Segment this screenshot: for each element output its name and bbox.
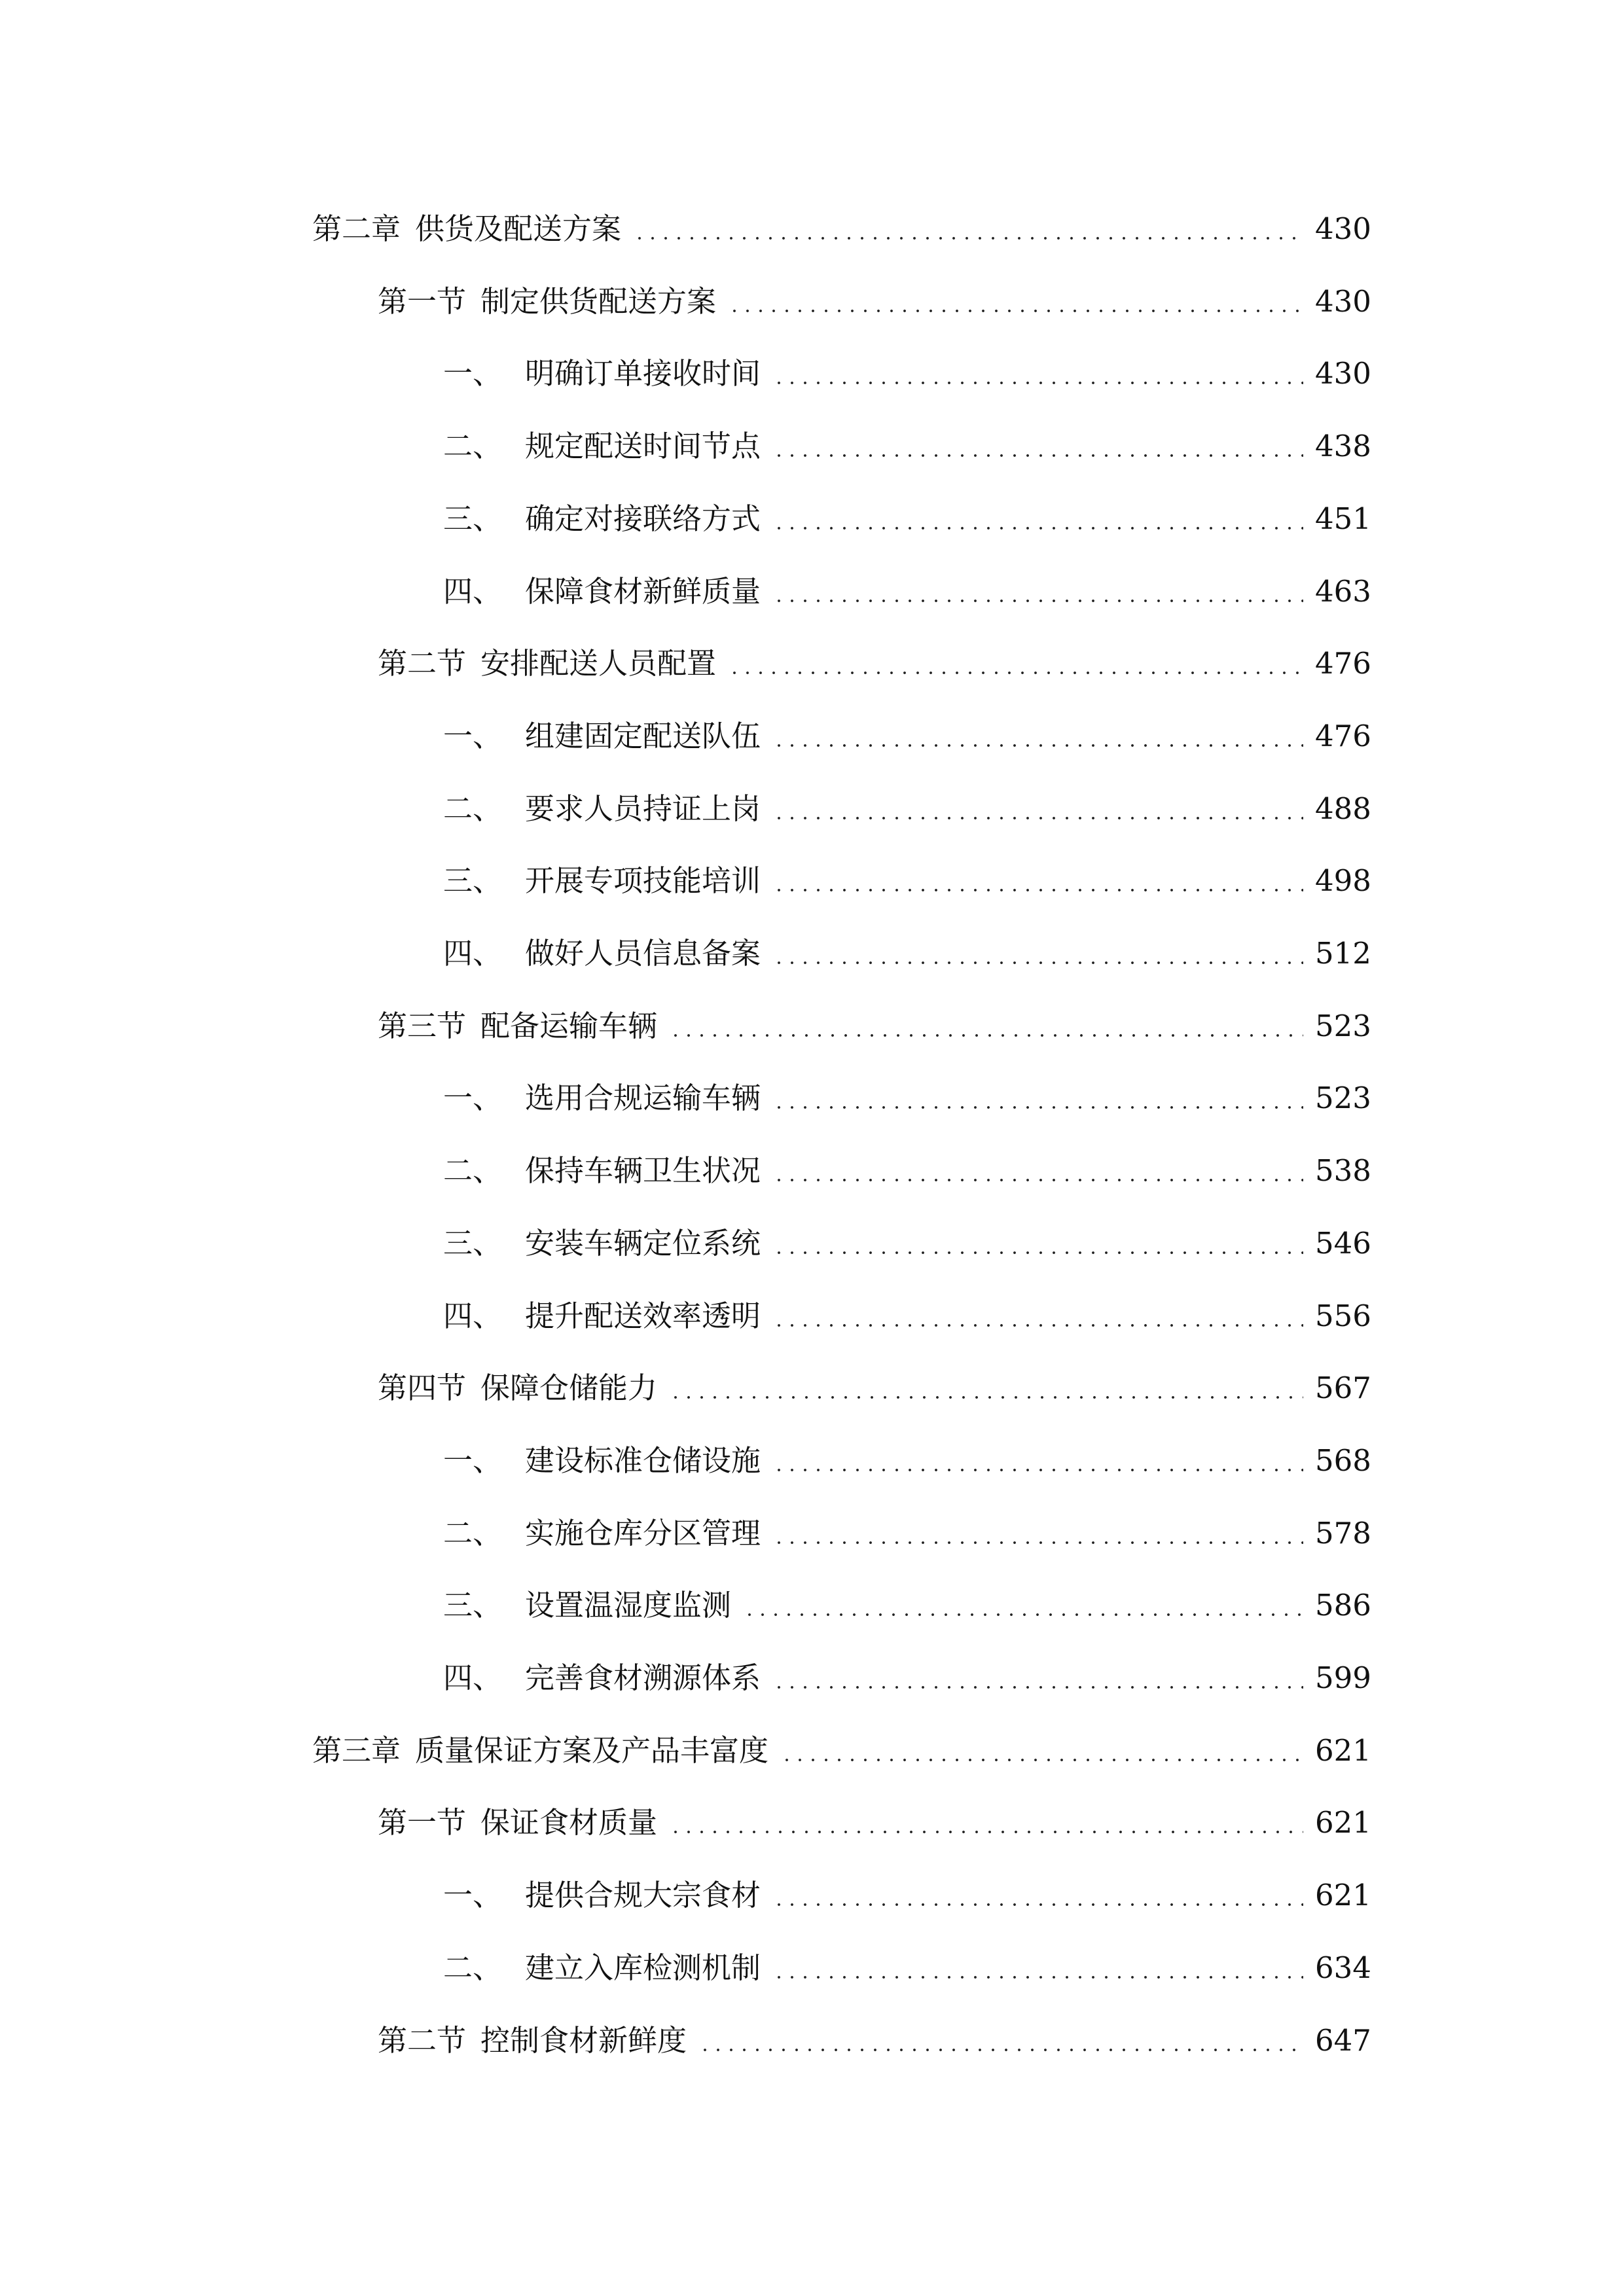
toc-page-number: 599 <box>1315 1660 1371 1695</box>
toc-entry-title: 质量保证方案及产品丰富度 <box>415 1733 769 1768</box>
dot-leader <box>772 1324 1303 1327</box>
toc-entry-number: 二、 <box>443 1516 503 1551</box>
toc-entry-label <box>378 1359 657 1418</box>
toc-entry[interactable] <box>443 1649 1371 1708</box>
toc-entry-number: 第二章 <box>312 211 401 246</box>
toc-entry-number: 二、 <box>443 1153 503 1188</box>
toc-entry-label <box>443 1939 761 1998</box>
toc-entry-title: 控制食材新鲜度 <box>480 2023 687 2058</box>
toc-entry-title: 安装车辆定位系统 <box>525 1226 761 1261</box>
dot-leader <box>633 237 1303 240</box>
toc-page-number: 556 <box>1315 1299 1371 1333</box>
toc-entry-label <box>443 1431 761 1490</box>
toc-entry[interactable] <box>443 1504 1371 1563</box>
toc-entry[interactable] <box>443 490 1371 548</box>
toc-entry-number: 第三节 <box>378 1009 467 1043</box>
toc-entry-number: 第三章 <box>312 1733 401 1768</box>
toc-entry-number: 四、 <box>443 1299 503 1333</box>
toc-entry-number: 二、 <box>443 429 503 463</box>
toc-entry[interactable] <box>378 997 1371 1056</box>
toc-entry-label <box>378 997 657 1056</box>
toc-entry-title: 规定配送时间节点 <box>525 429 761 463</box>
toc-entry-title: 建设标准仓储设施 <box>525 1443 761 1478</box>
dot-leader <box>772 1686 1303 1689</box>
toc-page-number: 621 <box>1315 1878 1371 1912</box>
toc-entry-label <box>443 1141 761 1200</box>
toc-page-number: 488 <box>1315 791 1371 826</box>
dot-leader <box>772 961 1303 964</box>
toc-entry-number: 一、 <box>443 719 503 753</box>
toc-entry-number: 三、 <box>443 501 503 536</box>
toc-page-number: 430 <box>1315 211 1371 246</box>
dot-leader <box>780 1759 1303 1761</box>
toc-entry-title: 要求人员持证上岗 <box>525 791 761 826</box>
toc-page-number: 578 <box>1315 1516 1371 1551</box>
dot-leader <box>728 310 1303 312</box>
toc-entry[interactable] <box>443 1141 1371 1200</box>
toc-entry-label <box>443 707 761 766</box>
toc-page-number: 567 <box>1315 1371 1371 1405</box>
toc-page-number: 476 <box>1315 646 1371 681</box>
toc-entry-label <box>378 634 716 693</box>
dot-leader <box>772 817 1303 819</box>
toc-entry-title: 选用合规运输车辆 <box>525 1081 761 1115</box>
toc-entry-label <box>443 1287 761 1346</box>
toc-entry-label <box>443 417 761 476</box>
toc-entry-label <box>443 1504 761 1563</box>
dot-leader <box>669 1396 1303 1399</box>
toc-entry-number: 一、 <box>443 1878 503 1912</box>
toc-entry-label <box>443 1069 761 1128</box>
dot-leader <box>772 1976 1303 1979</box>
toc-entry-title: 实施仓库分区管理 <box>525 1516 761 1551</box>
dot-leader <box>772 1251 1303 1254</box>
toc-entry-title: 提供合规大宗食材 <box>525 1878 761 1912</box>
toc-page-number: 451 <box>1315 501 1371 536</box>
toc-entry-number: 四、 <box>443 574 503 609</box>
toc-entry-title: 保证食材质量 <box>480 1805 658 1840</box>
toc-entry-number: 二、 <box>443 1950 503 1985</box>
toc-entry-label <box>443 490 761 548</box>
toc-entry[interactable] <box>443 780 1371 838</box>
toc-entry-title: 建立入库检测机制 <box>525 1950 761 1985</box>
toc-entry[interactable] <box>443 852 1371 910</box>
toc-entry[interactable] <box>443 924 1371 983</box>
toc-entry-number: 一、 <box>443 1443 503 1478</box>
toc-entry-number: 四、 <box>443 1660 503 1695</box>
toc-entry[interactable] <box>378 1359 1371 1418</box>
dot-leader <box>772 1903 1303 1906</box>
toc-entry[interactable] <box>443 1939 1371 1998</box>
toc-entry-number: 一、 <box>443 356 503 391</box>
dot-leader <box>728 672 1303 674</box>
dot-leader <box>772 1541 1303 1544</box>
toc-entry-number: 三、 <box>443 863 503 898</box>
dot-leader <box>772 454 1303 457</box>
toc-entry-number: 第二节 <box>378 2023 467 2058</box>
toc-entry-label <box>443 1649 761 1708</box>
toc-entry-label <box>378 1793 657 1852</box>
toc-entry-label <box>443 562 761 621</box>
toc-entry-title: 保障食材新鲜质量 <box>525 574 761 609</box>
toc-entry[interactable] <box>378 1793 1371 1852</box>
toc-entry-number: 第一节 <box>378 1805 467 1840</box>
toc-entry[interactable] <box>443 1431 1371 1490</box>
toc-page-number: 523 <box>1315 1081 1371 1115</box>
toc-entry-title: 制定供货配送方案 <box>480 284 717 319</box>
toc-entry-number: 第四节 <box>378 1371 467 1405</box>
toc-entry-label <box>443 1576 731 1635</box>
toc-entry-title: 确定对接联络方式 <box>525 501 761 536</box>
toc-entry[interactable] <box>443 1214 1371 1273</box>
toc-page-number: 621 <box>1315 1805 1371 1840</box>
toc-entry[interactable] <box>378 272 1371 331</box>
toc-entry[interactable] <box>443 707 1371 766</box>
dot-leader <box>698 2049 1303 2051</box>
toc-entry-title: 完善食材溯源体系 <box>525 1660 761 1695</box>
toc-entry[interactable] <box>443 1287 1371 1346</box>
toc-entry[interactable] <box>312 1721 1371 1780</box>
dot-leader <box>772 744 1303 747</box>
toc-entry-title: 开展专项技能培训 <box>525 863 761 898</box>
toc-entry-title: 组建固定配送队伍 <box>525 719 761 753</box>
toc-entry-title: 保持车辆卫生状况 <box>525 1153 761 1188</box>
toc-entry[interactable] <box>312 200 1371 259</box>
toc-entry-title: 保障仓储能力 <box>480 1371 658 1405</box>
dot-leader <box>772 382 1303 384</box>
toc-page-number: 538 <box>1315 1153 1371 1188</box>
toc-page-number: 512 <box>1315 936 1371 971</box>
toc-entry-title: 做好人员信息备案 <box>525 936 761 971</box>
toc-entry[interactable] <box>443 344 1371 403</box>
toc-entry-title: 提升配送效率透明 <box>525 1299 761 1333</box>
toc-entry-number: 三、 <box>443 1588 503 1623</box>
toc-entry-title: 设置温湿度监测 <box>525 1588 732 1623</box>
toc-entry-label <box>443 1214 761 1273</box>
toc-entry[interactable] <box>378 2011 1371 2070</box>
toc-entry-label <box>443 780 761 838</box>
toc-page-number: 634 <box>1315 1950 1371 1985</box>
toc-page-number: 476 <box>1315 719 1371 753</box>
toc-entry-label <box>378 272 716 331</box>
toc-entry[interactable] <box>443 1576 1371 1635</box>
toc-entry[interactable] <box>378 634 1371 693</box>
toc-page-number: 430 <box>1315 284 1371 319</box>
toc-page-number: 621 <box>1315 1733 1371 1768</box>
toc-entry-label <box>443 852 761 910</box>
dot-leader <box>772 1179 1303 1181</box>
dot-leader <box>772 527 1303 529</box>
toc-entry-title: 配备运输车辆 <box>480 1009 658 1043</box>
toc-entry[interactable] <box>443 417 1371 476</box>
toc-entry-title: 明确订单接收时间 <box>525 356 761 391</box>
toc-page-number: 463 <box>1315 574 1371 609</box>
dot-leader <box>772 600 1303 602</box>
toc-entry[interactable] <box>443 562 1371 621</box>
toc-entry-number: 二、 <box>443 791 503 826</box>
toc-page-number: 523 <box>1315 1009 1371 1043</box>
toc-entry-label <box>443 924 761 983</box>
dot-leader <box>772 1106 1303 1109</box>
toc-entry-number: 四、 <box>443 936 503 971</box>
toc-entry-label <box>443 1866 761 1925</box>
toc-entry[interactable] <box>443 1069 1371 1128</box>
toc-entry-title: 供货及配送方案 <box>415 211 622 246</box>
toc-page-number: 498 <box>1315 863 1371 898</box>
toc-entry-label <box>443 344 761 403</box>
toc-entry-number: 三、 <box>443 1226 503 1261</box>
toc-entry-label <box>378 2011 687 2070</box>
dot-leader <box>669 1034 1303 1037</box>
dot-leader <box>772 889 1303 891</box>
toc-entry-number: 第一节 <box>378 284 467 319</box>
dot-leader <box>772 1469 1303 1471</box>
toc-page-number: 438 <box>1315 429 1371 463</box>
toc-page-number: 586 <box>1315 1588 1371 1623</box>
toc-entry-number: 一、 <box>443 1081 503 1115</box>
toc-entry[interactable] <box>443 1866 1371 1925</box>
toc-page-number: 568 <box>1315 1443 1371 1478</box>
toc-page-number: 647 <box>1315 2023 1371 2058</box>
toc-entry-number: 第二节 <box>378 646 467 681</box>
dot-leader <box>743 1613 1303 1616</box>
dot-leader <box>669 1831 1303 1833</box>
toc-entry-title: 安排配送人员配置 <box>480 646 717 681</box>
toc-page-number: 546 <box>1315 1226 1371 1261</box>
toc-entry-label <box>312 1721 768 1780</box>
toc-page-number: 430 <box>1315 356 1371 391</box>
toc-entry-label <box>312 200 621 259</box>
